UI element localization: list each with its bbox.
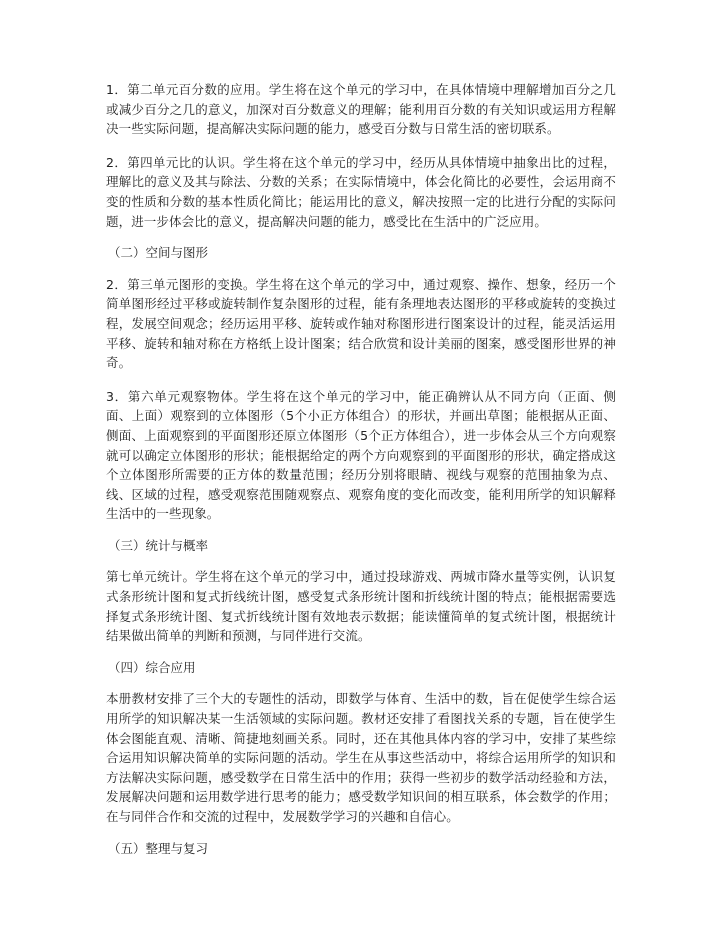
paragraph-unit7-statistics: 第七单元统计。学生将在这个单元的学习中，通过投球游戏、两城市降水量等实例，认识复式条形统计图和复式折线统计图，感受复式条形统计图和折线统计图的特点；能根据需要选择复式条形统计图、复式折线统计图有效地表示数据；能读懂简单的复式统计图，根据统计结果做出简单的判断和预测，与同伴进行交流。 (106, 569, 616, 644)
paragraph-unit4-ratio: 2．第四单元比的认识。学生将在这个单元的学习中，经历从具体情境中抽象出比的过程，理解比的意义及其与除法、分数的关系；在实际情境中，体会化简比的必要性，会运用商不变的性质和分数的基本性质化简比；能运用比的意义，解决按照一定的比进行分配的实际问题，进一步体会比的意义，提高解决问题的能力，感受比在生活中的广泛应用。 (106, 154, 616, 229)
section-heading-review: （五）整理与复习 (108, 840, 209, 856)
paragraph-unit6-observation: 3．第六单元观察物体。学生将在这个单元的学习中，能正确辨认从不同方向（正面、侧面、上面）观察到的立体图形（5个小正方体组合）的形状，并画出草图；能根据从正面、侧面、上面观察到的平面图形还原立体图形（5个正方体组合），进一步体会从三个方向观察就可以确定立体图形的形状；能根据给定的两个方向观察到的平面图形的形状，确定搭成这个立体图形所需要的正方体的数量范围；经历分别将眼睛、视线与观察的范围抽象为点、线、区域的过程，感受观察范围随观察点、观察角度的变化而改变，能利用所学的知识解释生活中的一些现象。 (106, 388, 616, 522)
paragraph-unit3-transformation: 2．第三单元图形的变换。学生将在这个单元的学习中，通过观察、操作、想象，经历一个简单图形经过平移或旋转制作复杂图形的过程，能有条理地表达图形的平移或旋转的变换过程，发展空间观念；经历运用平移、旋转或作轴对称图形进行图案设计的过程，能灵活运用平移、旋转和轴对称在方格纸上设计图案；结合欣赏和设计美丽的图案，感受图形世界的神奇。 (106, 276, 616, 371)
section-heading-statistics: （三）统计与概率 (108, 537, 209, 553)
section-heading-space-and-shapes: （二）空间与图形 (108, 245, 209, 261)
paragraph-comprehensive-application: 本册教材安排了三个大的专题性的活动，即数学与体育、生活中的数，旨在促使学生综合运用所学的知识解决某一生活领域的实际问题。教材还安排了看图找关系的专题，旨在使学生体会图能直观、清晰、简捷地刻画关系。同时，还在其他具体内容的学习中，安排了某些综合运用知识解决简单的实际问题的活动。学生在从事这些活动中，将综合运用所学的知识和方法解决实际问题，感受数学在日常生活中的作用；获得一些初步的数学活动经验和方法，发展解决问题和运用数学进行思考的能力；感受数学知识间的相互联系，体会数学的作用；在与同伴合作和交流的过程中，发展数学学习的兴趣和自信心。 (106, 691, 616, 824)
section-heading-comprehensive: （四）综合应用 (108, 659, 196, 675)
paragraph-unit2-percent: 1．第二单元百分数的应用。学生将在这个单元的学习中，在具体情境中理解增加百分之几或减少百分之几的意义，加深对百分数意义的理解；能利用百分数的有关知识或运用方程解决一些实际问题，提高解决实际问题的能力，感受百分数与日常生活的密切联系。 (106, 82, 616, 137)
